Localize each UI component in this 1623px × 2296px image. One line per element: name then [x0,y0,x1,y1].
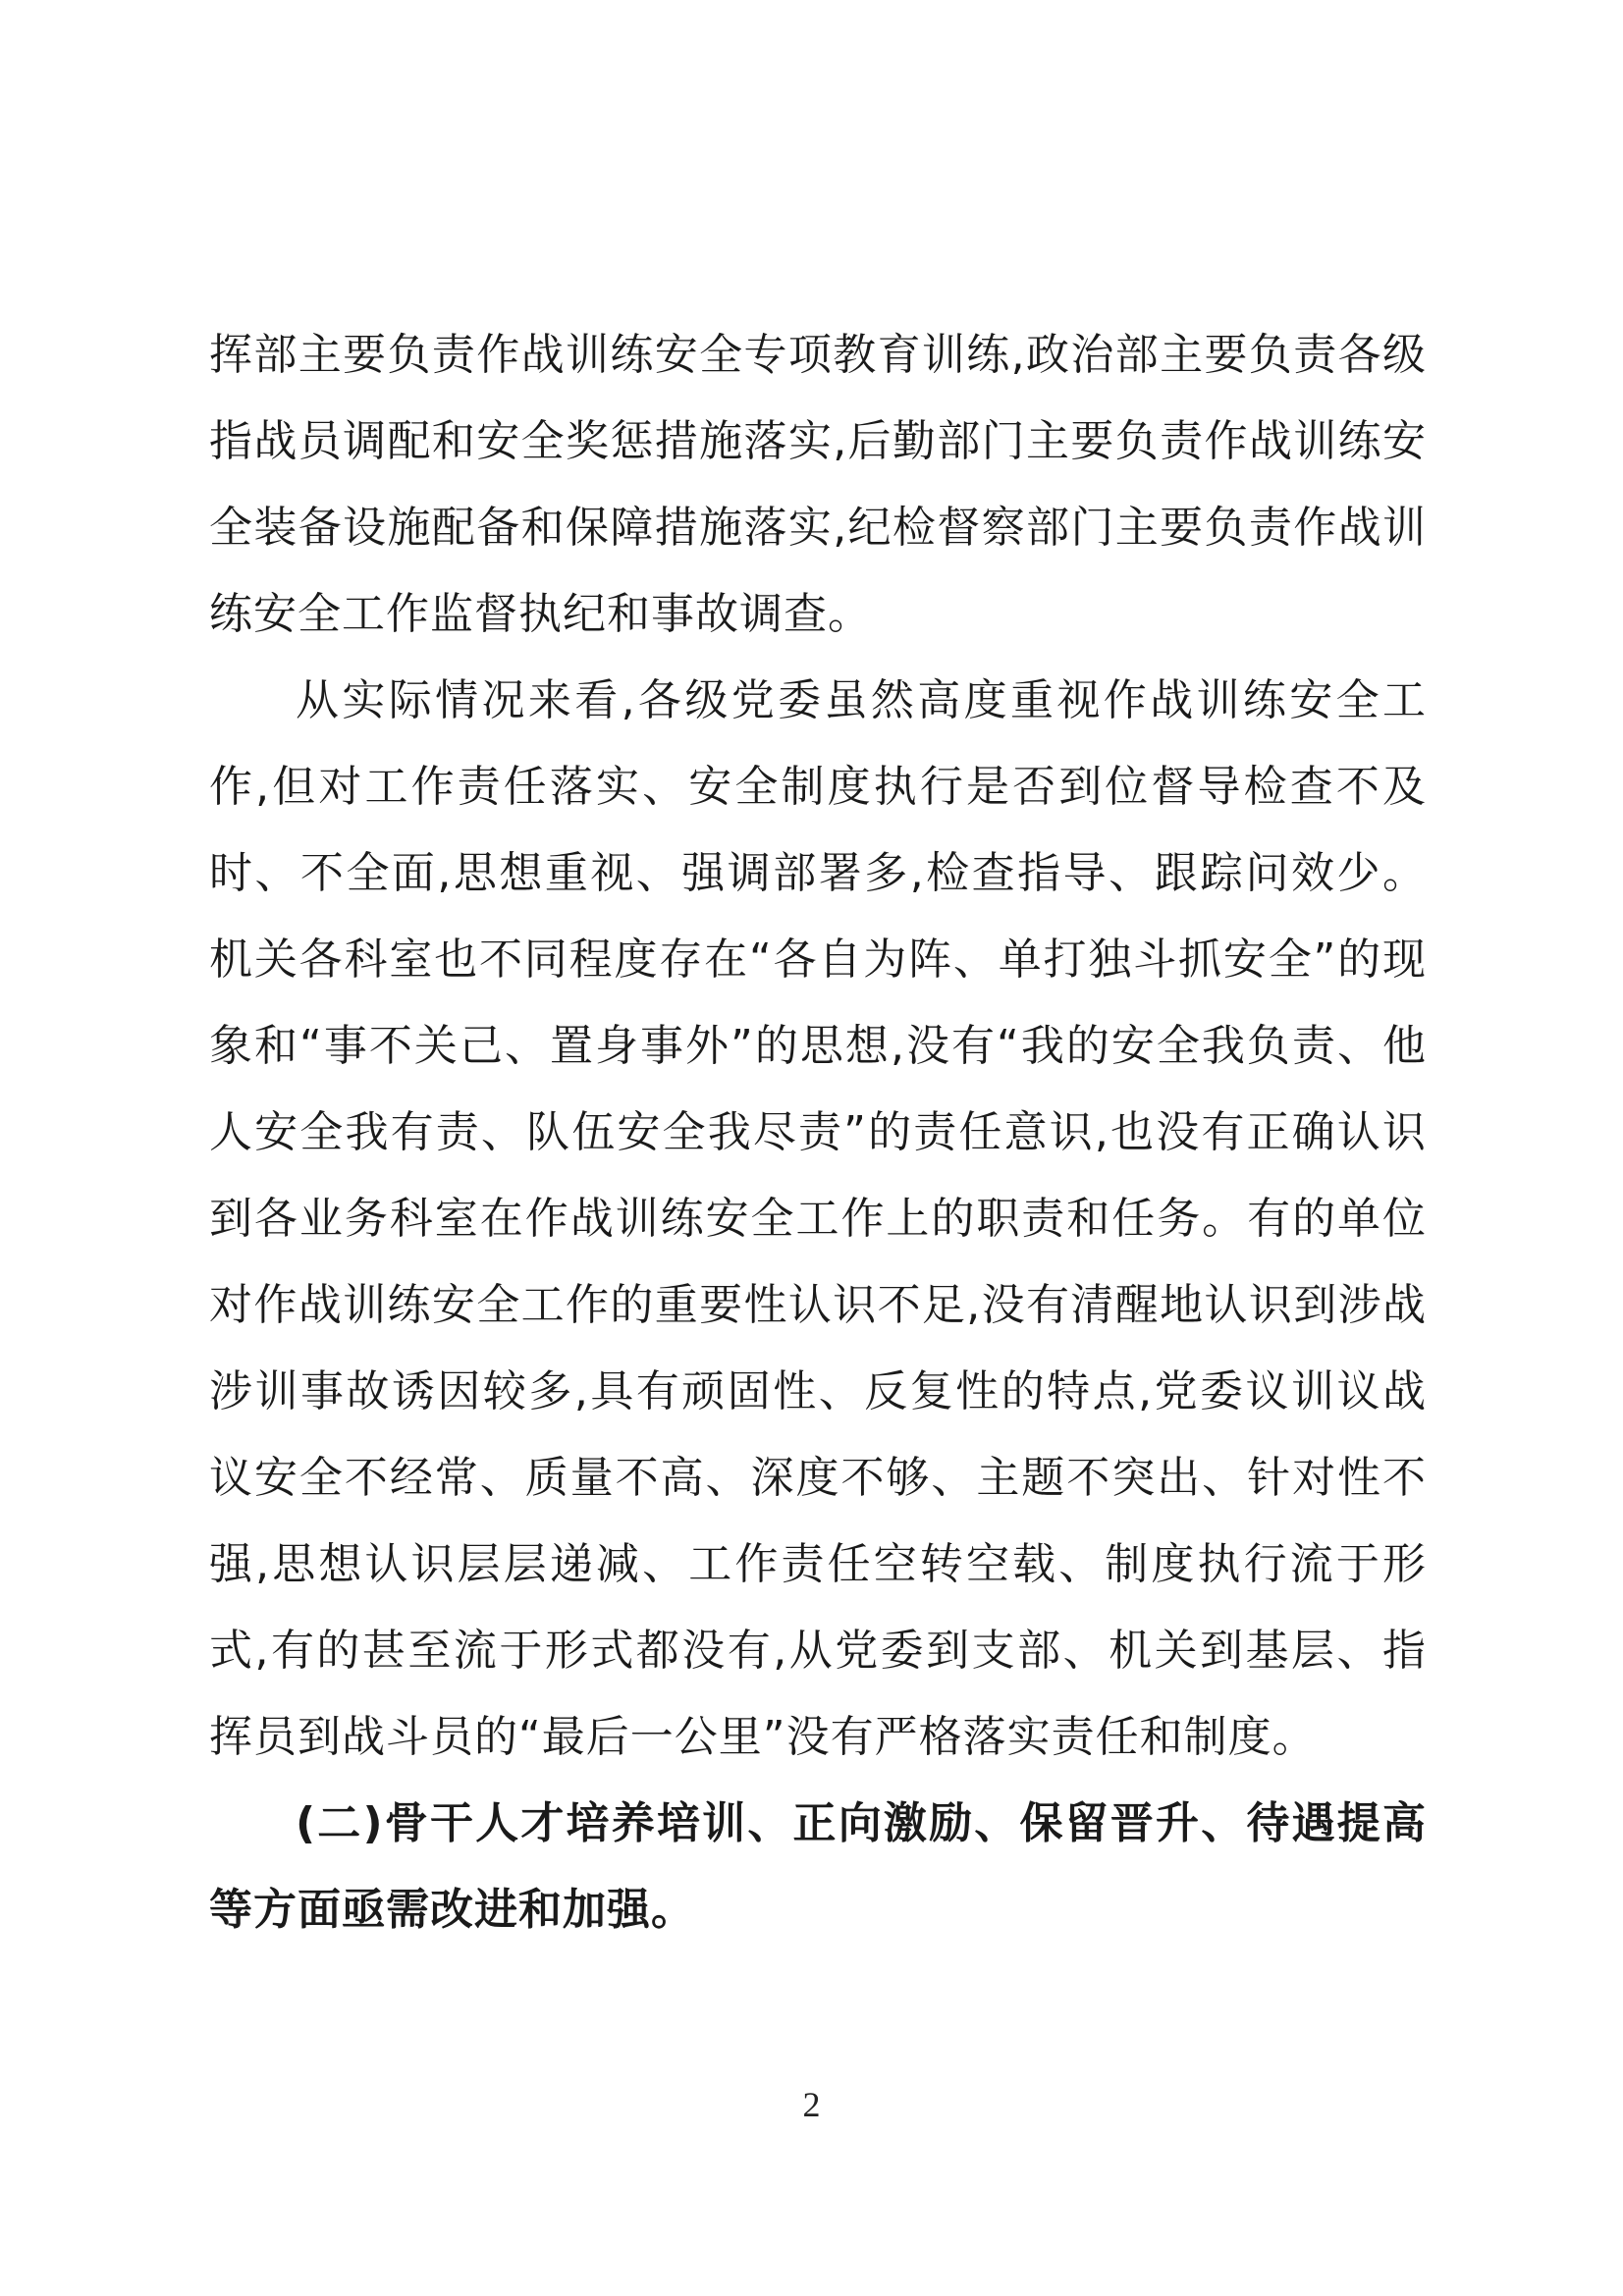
paragraph-continuation: 挥部主要负责作战训练安全专项教育训练,政治部主要负责各级指战员调配和安全奖惩措施落实,后勤部门主要负责作战训练安全装备设施配备和保障措施落实,纪检督察部门主要负责作战训练安全工作监督执纪和事故调查。 [209,330,1427,639]
page-number: 2 [802,2085,821,2124]
section-heading: (二)骨干人才培养培训、正向激励、保留晋升、待遇提高等方面亟需改进和加强。 [209,1798,1427,1935]
paragraph-analysis: 从实际情况来看,各级党委虽然高度重视作战训练安全工作,但对工作责任落实、安全制度执行是否到位督导检查不及时、不全面,思想重视、强调部署多,检查指导、跟踪问效少。机关各科室也不同程度存在“各自为阵、单打独斗抓安全”的现象和“事不关己、置身事外”的思想,没有“我的安全我负责、他人安全我有责、队伍安全我尽责”的责任意识,也没有正确认识到各业务科室在作战训练安全工作上的职责和任务。有的单位对作战训练安全工作的重要性认识不足,没有清醒地认识到涉战涉训事故诱因较多,具有顽固性、反复性的特点,党委议训议战议安全不经常、质量不高、深度不够、主题不突出、针对性不强,思想认识层层递减、工作责任空转空载、制度执行流于形式,有的甚至流于形式都没有,从党委到支部、机关到基层、指挥员到战斗员的“最后一公里”没有严格落实责任和制度。 [209,675,1427,1762]
body-text [209,312,1427,1953]
